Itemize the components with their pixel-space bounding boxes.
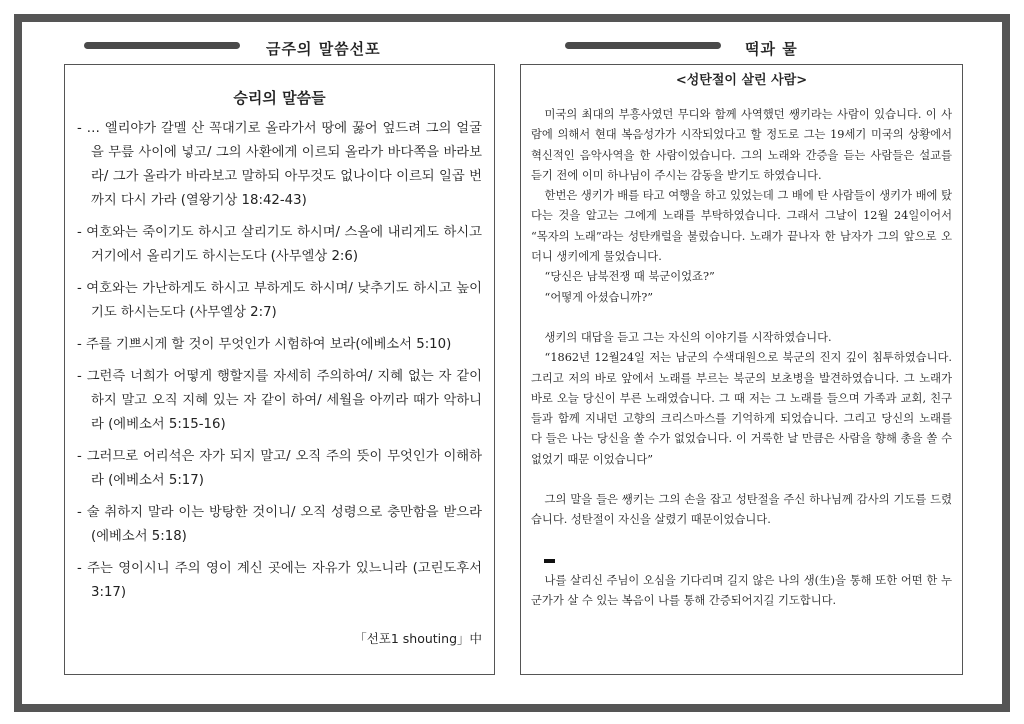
story-paragraph: 미국의 최대의 부흥사였던 무디와 함께 사역했던 쌩키라는 사람이 있습니다. 이 사람에 의해서 현대 복음성가가 시작되었다고 할 정도로 그는 19세기 미국의 상황에서 혁신적인 음악사역을 한 사람이었습니다. 그의 노래와 간증을 듣는 사람들은 설교를 듣기 전에 이미 하나님이 주시는 감동을 받기도 하였습니다. [531, 108, 952, 182]
verse-item: - 그런즉 너희가 어떻게 행할지를 자세히 주의하여/ 지혜 없는 자 같이 하지 말고 오직 지혜 있는 자 같이 하여/ 세월을 아끼라 때가 악하니라 (에베소서 5:15-16) [77, 369, 482, 432]
story-paragraph: 한번은 생키가 배를 타고 여행을 하고 있었는데 그 배에 탄 사람들이 생키가 배에 탔다는 것을 알고는 그에게 노래를 부탁하였습니다. 그래서 그날이 12월 24일이어서 “목자의 노래”라는 성탄캐럴을 불렀습니다. 노래가 끝나자 한 남자가 그의 앞으로 오더니 생키에게 물었습니다. [531, 189, 952, 264]
story-paragraph: 그의 말을 들은 쌩키는 그의 손을 잡고 성탄절을 주신 하나님께 감사의 기도를 드렸습니다. 성탄절이 자신을 살렸기 때문이었습니다. [531, 493, 952, 527]
left-header-bar [84, 42, 240, 49]
story-quote: “어떻게 아셨습니까?” [544, 290, 654, 304]
verse-list [77, 117, 482, 613]
verse-item: - 그러므로 어리석은 자가 되지 말고/ 오직 주의 뜻이 무엇인가 이해하라 (에베소서 5:17) [77, 449, 482, 488]
sermon-heading: 승리의 말씀들 [233, 89, 326, 107]
verse-item: - 여호와는 가난하게도 하시고 부하게도 하시며/ 낮추기도 하시고 높이기도 하시는도다 (사무엘상 2:7) [77, 281, 482, 320]
verse-item: - 여호와는 죽이기도 하시고 살리기도 하시며/ 스올에 내리게도 하시고 거기에서 올리기도 하시는도다 (사무엘상 2:6) [77, 225, 482, 264]
story-heading: <성탄절이 살린 사람> [675, 73, 808, 88]
story-quote: “당신은 남북전쟁 때 북군이었죠?” [544, 270, 715, 284]
story-body [531, 105, 952, 612]
bullet-mark [531, 551, 952, 571]
sermon-source: 「선포1 shouting」中 [354, 631, 482, 646]
verse-item: - 술 취하지 말라 이는 방탕한 것이니/ 오직 성령으로 충만함을 받으라 (에베소서 5:18) [77, 505, 482, 544]
story-closing: 나를 살리신 주님이 오심을 기다리며 길지 않은 나의 생(生)을 통해 또한 어떤 한 누군가가 살 수 있는 복음이 나를 통해 간증되어지길 기도합니다. [531, 573, 952, 608]
verse-item: - 주는 영이시니 주의 영이 계신 곳에는 자유가 있느니라 (고린도후서 3:17) [77, 561, 482, 600]
story-paragraph: “1862년 12월24일 저는 남군의 수색대원으로 북군의 진지 깊이 침투하였습니다. 그리고 저의 바로 앞에서 노래를 부르는 북군의 보초병을 발견하였습니다. 그 노래가 바로 오늘 당신이 부른 노래였습니다. 그 때 저는 그 노래를 들으며 가족과 교회, 친구들과 함께 지내던 고향의 크리스마스를 기억하게 되었습니다. 그리고 당신의 노래를 다 들은 나는 당신을 쏠 수가 없었습니다. 이 거룩한 날 만큼은 사람을 향해 총을 쏠 수 없었기 때문 이었습니다” [531, 351, 952, 466]
left-header-title: 금주의 말씀선포 [266, 40, 381, 58]
right-header-title: 떡과 물 [745, 40, 798, 58]
story-paragraph: 생키의 대답을 듣고 그는 자신의 이야기를 시작하였습니다. [544, 330, 832, 344]
story-box [520, 64, 963, 675]
dash-icon [544, 559, 555, 563]
verse-item: - 주를 기쁘시게 할 것이 무엇인가 시험하여 보라(에베소서 5:10) [77, 337, 452, 352]
sermon-box [64, 64, 495, 675]
right-header-bar [565, 42, 721, 49]
verse-item: - … 엘리야가 갈멜 산 꼭대기로 올라가서 땅에 꿇어 엎드려 그의 얼굴을 무릎 사이에 넣고/ 그의 사환에게 이르되 올라가 바다쪽을 바라보라/ 그가 올라가 바라보고 말하되 아무것도 없나이다 이르되 일곱 번까지 다시 가라 (열왕기상 18:42-43) [77, 121, 482, 208]
